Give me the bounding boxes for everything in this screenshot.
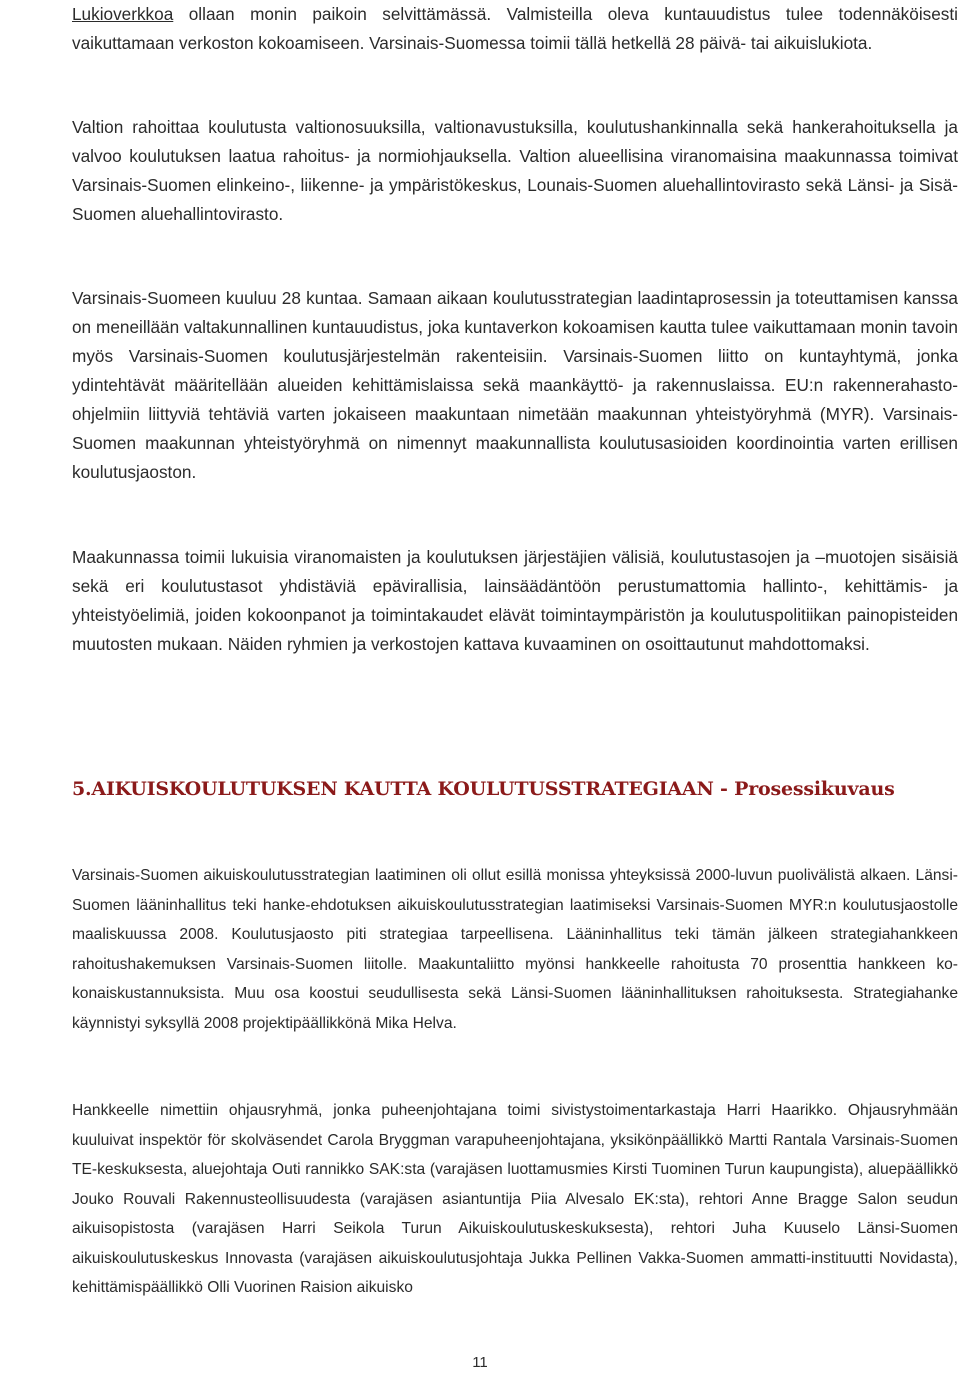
- section-heading: [72, 774, 895, 804]
- intro-text: ollaan monin paikoin selvittämässä. Valmisteilla oleva kuntauudistus tulee todennäköisesti vaikuttamaan verkoston kokoamiseen. Varsinais-Suomessa toimii tällä hetkellä 28 päivä- tai aikuislukiota.: [72, 4, 958, 53]
- funding-paragraph: Valtion rahoittaa koulutusta valtionosuuksilla, valtionavustuksilla, koulutushankinnalla sekä hankerahoituksella ja valvoo koulutuksen laatua rahoitus- ja normiohjauksella. Valtion alueellisina viranomaisina maakunnassa toimivat Varsinais-Suomen elinkeino-, liikenne- ja ympäristökeskus, Lounais-Suomen aluehallintovirasto sekä Länsi- ja Sisä-Suomen aluehallintovirasto.: [72, 117, 958, 224]
- section-title: 5.AIKUISKOULUTUKSEN KAUTTA KOULUTUSSTRATEGIAAN: [72, 778, 714, 800]
- municipalities-paragraph: Varsinais-Suomeen kuuluu 28 kuntaa. Samaan aikaan koulutusstrategian laadintaprosessin ja toteuttamisen kanssa on meneillään valtakunnallinen kuntauudistus, joka kuntaverkon kokoamisen kautta tulee vaikuttamaan monin tavoin myös Varsinais-Suomen koulutusjärjestelmän rakenteisiin. Varsinais-Suomen liitto on kuntayhtymä, jonka ydintehtävät määritellään alueiden kehittämislaissa sekä maankäyttö- ja rakennuslaissa. EU:n rakennerahastoohjelmiin liittyviä tehtäviä varten jokaiseen maakuntaan nimetään maakunnan yhteistyöryhmä (MYR). Varsinais-Suomen maakunnan yhteistyöryhmä on nimennyt maakunnallista koulutusasioiden koordinointia varten erillisen koulutusjaoston.: [72, 288, 958, 482]
- lukioverkkoa-link[interactable]: Lukioverkkoa: [72, 4, 174, 24]
- strategy-paragraph: Varsinais-Suomen aikuiskoulutusstrategian laatiminen oli ollut esillä monissa yhteyksissä 2000-luvun puolivälistä alkaen. Länsi-Suomen lääninhallitus teki hanke-ehdotuksen aikuiskoulutusstrategian laatimiseksi Varsinais-Suomen MYR:n koulutusjaostolle maaliskuussa 2008. Koulutusjaosto piti strategiaa tarpeellisena. Lääninhallitus teki tämän jälkeen strategiahankkeen rahoitushakemuksen Varsinais-Suomen liitolle. Maakuntaliitto myönsi hankkeelle rahoitusta 70 prosenttia hankkeen kokonaiskustannuksista. Muu osa koostui seudullisesta sekä Länsi-Suomen lääninhallituksen rahoituksesta. Strategiahanke käynnistyi syksyllä 2008 projektipäällikkönä Mika Helva.: [72, 867, 958, 1032]
- section-subtitle: - Prosessikuvaus: [713, 778, 895, 800]
- page-number: 11: [472, 1354, 488, 1371]
- steering-group-paragraph: Hankkeelle nimettiin ohjausryhmä, jonka puheenjohtajana toimi sivistystoimentarkastaja Harri Haarikko. Ohjausryhmään kuuluivat inspektör för skolväsendet Carola Bryggman varapuheenjohtajana, yksikönpäällikkö Martti Rantala Varsinais-Suomen TE-keskuksesta, aluejohtaja Outi rannikko SAK:sta (varajäsen luottamusmies Kirsti Tuominen Turun kaupungista), aluepäällikkö Jouko Rouvali Rakennusteollisuudesta (varajäsen asiantuntija Piia Alvesalo EK:sta), rehtori Anne Bragge Salon seudun aikuisopistosta (varajäsen Harri Seikola Turun Aikuiskoulutuskeskuksesta), rehtori Juha Kuuselo Länsi-Suomen aikuiskoulutuskeskus Innovasta (varajäsen aikuiskoulutusjohtaja Jukka Pellinen Vakka-Suomen ammatti-instituutti Novidasta), kehittämispäällikkö Olli Vuorinen Raision aikuisko: [72, 1102, 958, 1296]
- networks-paragraph: Maakunnassa toimii lukuisia viranomaisten ja koulutuksen järjestäjien välisiä, koulutustasojen ja –muotojen sisäisiä sekä eri koulutustasot yhdistäviä epävirallisia, lainsäädäntöön perustumattomia hallinto-, kehittämis- ja yhteistyöelimiä, joiden kokoonpanot ja toimintakaudet elävät toimintaympäristön ja koulutuspolitiikan painopisteiden muutosten mukaan. Näiden ryhmien ja verkostojen kattava kuvaaminen on osoittautunut mahdottomaksi.: [72, 547, 958, 654]
- intro-paragraph: [72, 0, 958, 58]
